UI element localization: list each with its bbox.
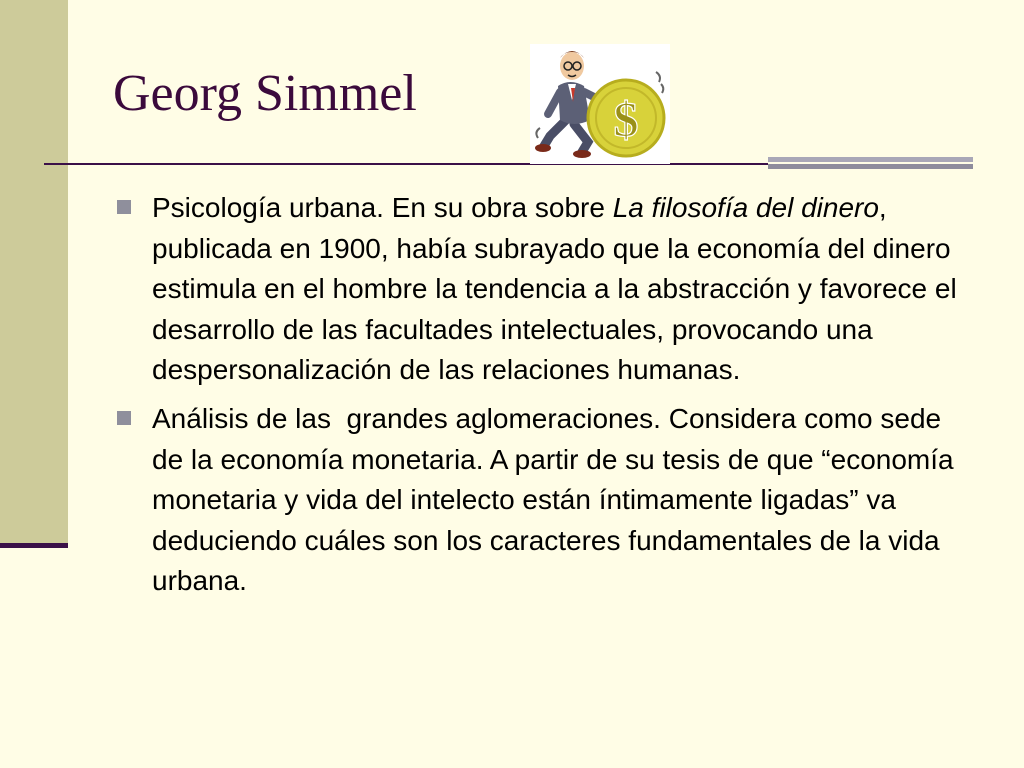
title-rule-accent-bars xyxy=(768,157,973,171)
left-decorative-band xyxy=(0,0,68,545)
slide-title: Georg Simmel xyxy=(113,65,417,122)
bullet-text xyxy=(152,188,974,391)
bullet-text-part: Psicología urbana. En su obra sobre xyxy=(152,192,613,223)
book-title-emphasis: La filosofía del dinero xyxy=(612,192,879,223)
bullet-item-psicologia-urbana xyxy=(114,188,974,391)
bullet-item-analisis-aglomeraciones xyxy=(114,399,974,602)
square-bullet-icon xyxy=(117,411,131,425)
accent-bar-top xyxy=(768,157,973,162)
svg-text:$: $ xyxy=(613,91,639,147)
square-bullet-icon xyxy=(117,200,131,214)
accent-bar-bottom xyxy=(768,164,973,169)
left-band-accent-bar xyxy=(0,543,68,548)
bullet-list xyxy=(114,188,974,610)
businessman-running-with-dollar-coin-icon xyxy=(530,44,670,164)
bullet-text: Análisis de las grandes aglomeraciones. Considera como sede de la economía monetaria. A partir de su tesis de que “economía monetaria y vida del intelecto están íntimamente ligadas” va deduciendo cuáles son los caracteres fundamentales de la vida urbana. xyxy=(152,402,962,597)
bullet-text-part: , publicada en 1900, había subrayado que la economía del dinero estimula en el hombre la tendencia a la abstracción y favorece el desarrollo de las facultades intelectuales, provocando una despersonalización de las relaciones humanas. xyxy=(152,192,957,386)
